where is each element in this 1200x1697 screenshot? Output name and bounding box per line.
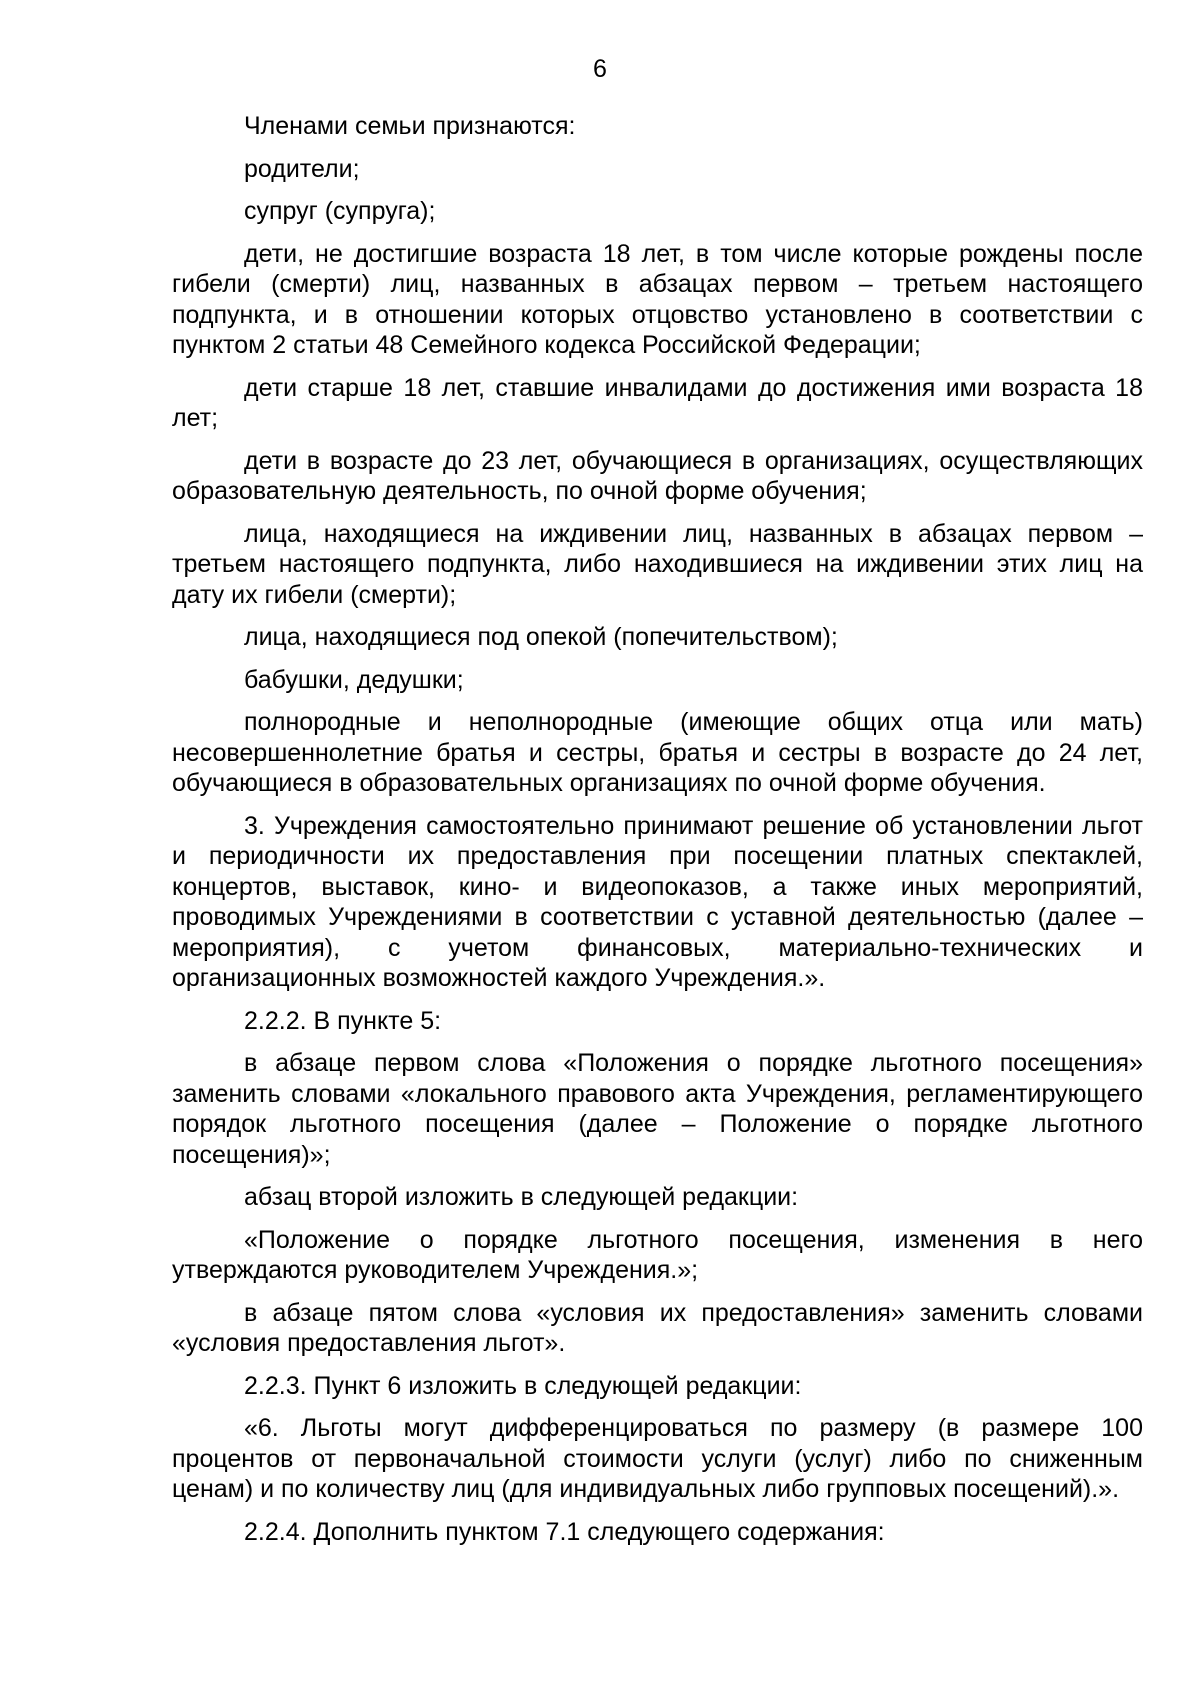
- paragraph-dependents: лица, находящиеся на иждивении лиц, названных в абзацах первом – третьем настоящего подпункта, либо находившиеся на иждивении этих лиц на дату их гибели (смерти);: [172, 519, 1143, 609]
- paragraph-fifth-abzac-replace: в абзаце пятом слова «условия их предоставления» заменить словами «условия предоставления льгот».: [172, 1298, 1143, 1357]
- document-body: [172, 111, 1143, 1559]
- paragraph-children-over-18-disabled: дети старше 18 лет, ставшие инвалидами до достижения ими возраста 18 лет;: [172, 373, 1143, 432]
- paragraph-guardianship: лица, находящиеся под опекой (попечительством);: [244, 623, 838, 651]
- paragraph-children-under-18: дети, не достигшие возраста 18 лет, в том числе которые рождены после гибели (смерти) лиц, названных в абзацах первом – третьем настоящего подпункта, и в отношении которых отцовство установлено в соответствии с пунктом 2 статьи 48 Семейного кодекса Российской Федерации;: [172, 239, 1143, 359]
- paragraph-grandparents: бабушки, дедушки;: [244, 665, 464, 694]
- page-number: 6: [593, 55, 607, 83]
- paragraph-spouse: супруг (супруга);: [244, 197, 436, 225]
- paragraph-2-2-2: 2.2.2. В пункте 5:: [244, 1006, 442, 1035]
- paragraph-2-2-3: 2.2.3. Пункт 6 изложить в следующей редакции:: [244, 1371, 802, 1400]
- paragraph-second-abzac: абзац второй изложить в следующей редакции:: [244, 1183, 799, 1211]
- paragraph-regulation-approval: «Положение о порядке льготного посещения, изменения в него утверждаются руководителем Учреждения.»;: [172, 1225, 1143, 1284]
- paragraph-first-abzac-replace: в абзаце первом слова «Положения о порядке льготного посещения» заменить словами «локального правового акта Учреждения, регламентирующего порядок льготного посещения (далее – Положение о порядке льготного посещения)»;: [172, 1049, 1143, 1169]
- paragraph-item-6: «6. Льготы могут дифференцироваться по размеру (в размере 100 процентов от первоначальной стоимости услуги (услуг) либо по сниженным ценам) и по количеству лиц (для индивидуальных либо групповых посещений).».: [172, 1414, 1143, 1503]
- paragraph-item-3: 3. Учреждения самостоятельно принимают решение об установлении льгот и периодичности их предоставления при посещении платных спектаклей, концертов, выставок, кино- и видеопоказов, а также иных мероприятий, проводимых Учреждениями в соответствии с уставной деятельностью (далее – мероприятия), с учетом финансовых, материально-технических и организационных возможностей каждого Учреждения.».: [172, 811, 1143, 992]
- paragraph-children-under-23-students: дети в возрасте до 23 лет, обучающиеся в организациях, осуществляющих образовательную деятельность, по очной форме обучения;: [172, 446, 1143, 505]
- paragraph-family-members-heading: Членами семьи признаются:: [244, 112, 576, 140]
- paragraph-2-2-4: 2.2.4. Дополнить пунктом 7.1 следующего содержания:: [244, 1517, 885, 1546]
- paragraph-siblings: полнородные и неполнородные (имеющие общих отца или мать) несовершеннолетние братья и сестры, братья и сестры в возрасте до 24 лет, обучающиеся в образовательных организациях по очной форме обучения.: [172, 708, 1143, 797]
- paragraph-parents: родители;: [244, 154, 360, 183]
